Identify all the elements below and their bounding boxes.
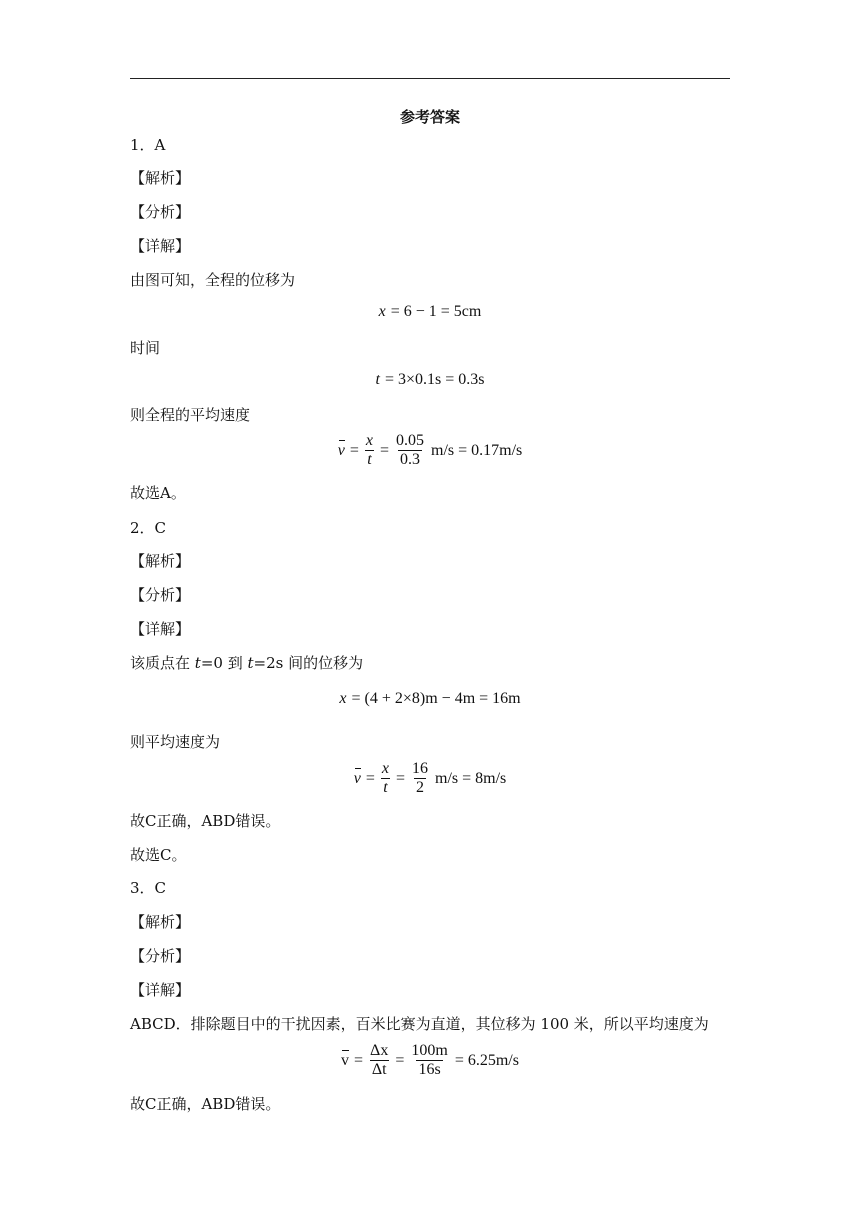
q2-line2: 则平均速度为 — [130, 733, 221, 751]
q3-number: 3．C — [130, 879, 167, 897]
header-rule — [130, 78, 730, 79]
eq-tail: = 6.25m/s — [454, 1051, 519, 1069]
q2-fenxi: 【分析】 — [130, 586, 191, 604]
q3-xiangjie: 【详解】 — [130, 981, 191, 999]
q3-jiexi: 【解析】 — [130, 913, 191, 931]
q2-equation-velocity: v = $\frac{x}{t}$ = $\frac{16}{2}$ m/s = 8m/s — [353, 760, 507, 796]
q1-jiexi: 【解析】 — [130, 169, 191, 187]
eq-tail: m/s = 0.17m/s — [431, 441, 523, 459]
q3-equation-velocity: v = $\frac{\Delta x}{\Delta t}$ = $\frac{100m}{16s}$ = 6.25m/s — [341, 1042, 519, 1078]
eq-variable: x — [339, 690, 347, 707]
fraction: $\frac{x}{t}$ — [365, 432, 373, 468]
q1-line1: 由图可知，全程的位移为 — [130, 271, 296, 289]
q3-fenxi: 【分析】 — [130, 947, 191, 965]
q2-number: 2．C — [130, 519, 167, 537]
eq-variable: t — [375, 371, 380, 388]
fraction: $\frac{0.05}{0.3}$ — [396, 432, 424, 468]
eq-tail: m/s = 8m/s — [435, 769, 507, 787]
q2-line1: 该质点在 t=0 到 t=2s 间的位移为 — [130, 654, 364, 672]
q1-line2: 时间 — [130, 339, 161, 357]
fraction: $\frac{x}{t}$ — [381, 760, 389, 796]
fraction: $\frac{16}{2}$ — [412, 760, 428, 796]
v-bar: v — [353, 769, 361, 787]
eq-rhs: = 6 − 1 = 5cm — [390, 303, 482, 320]
q1-conclusion: 故选A。 — [130, 484, 186, 502]
eq-rhs: = 3×0.1s = 0.3s — [384, 371, 485, 388]
eq-variable: x — [378, 303, 386, 320]
eq-rhs: = (4 + 2×8)m − 4m = 16m — [351, 690, 521, 707]
q1-fenxi: 【分析】 — [130, 203, 191, 221]
q1-equation-velocity: v = $\frac{x}{t}$ = $\frac{0.05}{0.3}$ m/s = 0.17m/s — [337, 432, 523, 468]
q1-equation-displacement — [0, 303, 860, 321]
q1-number: 1．A — [130, 136, 166, 154]
q2-xiangjie: 【详解】 — [130, 620, 191, 638]
fraction: $\frac{100m}{16s}$ — [411, 1042, 448, 1078]
fraction: $\frac{\Delta x}{\Delta t}$ — [370, 1042, 389, 1078]
q3-conclusion-1: 故C正确，ABD错误。 — [130, 1095, 281, 1113]
q1-line3: 则全程的平均速度 — [130, 406, 251, 424]
q1-xiangjie: 【详解】 — [130, 237, 191, 255]
q2-conclusion-1: 故C正确，ABD错误。 — [130, 812, 281, 830]
q2-equation-displacement — [0, 690, 860, 708]
v-bar: v — [341, 1051, 350, 1069]
q2-conclusion-2: 故选C。 — [130, 846, 187, 864]
q3-line1: ABCD．排除题目中的干扰因素，百米比赛为直道，其位移为 100 米，所以平均速度为 — [130, 1015, 709, 1033]
q1-equation-time — [0, 371, 860, 389]
v-bar: v — [337, 441, 345, 459]
page-title: 参考答案 — [399, 108, 460, 126]
q2-jiexi: 【解析】 — [130, 552, 191, 570]
